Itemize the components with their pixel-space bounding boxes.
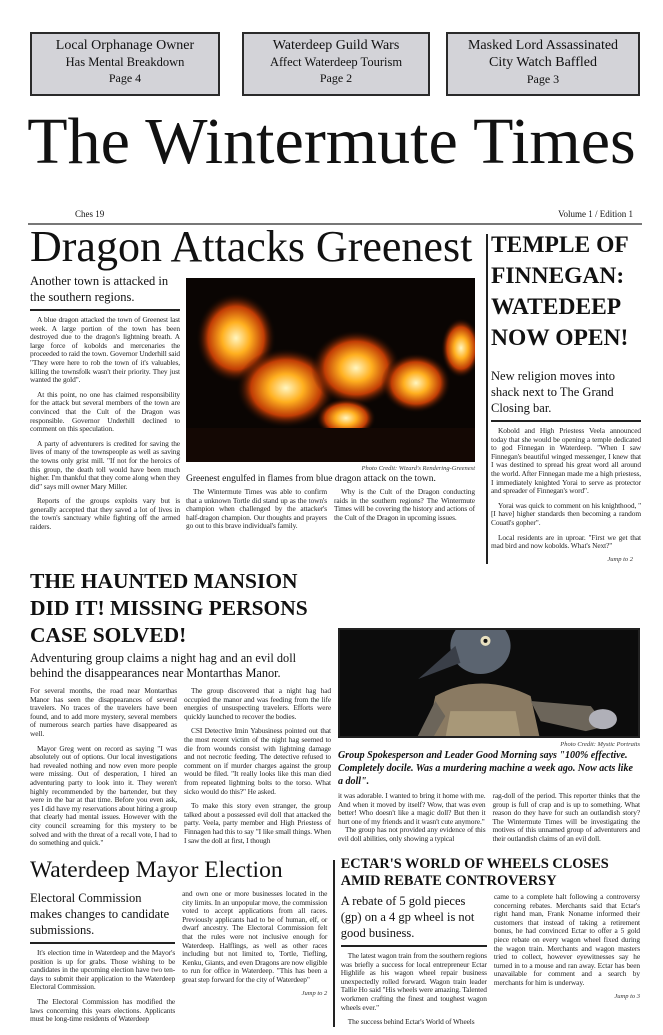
ectar-col2 <box>494 893 640 988</box>
headline-line: AMID REBATE CONTROVERSY <box>340 873 557 889</box>
masthead-title: The Wintermute Times <box>27 105 636 178</box>
dragon-col3 <box>334 488 475 531</box>
teaser-title: Local Orphanage Owner <box>55 38 195 53</box>
paragraph: The Electoral Commission has modified the laws concerning this years elections. Applicants must be long-time residents of Waterdeep <box>30 996 176 1024</box>
mansion-photo-credit: Photo Credit: Mystic Portraits <box>560 741 640 748</box>
issue-date: Ches 19 <box>75 209 105 219</box>
ectar-section <box>341 856 640 1027</box>
temple-headline <box>491 230 641 354</box>
paragraph: CSI Detective Imin Yabusiness pointed out that the most recent victim of the night hag seemed to die from wounds consist with lightning damage and not necrotic feeding. The detective refused to comment on if murder charges against the group would be filed. "It really looks like this man died from repeated lightning bolts to the torso. What sicko would do this?" He asked. <box>184 726 331 796</box>
headline-line: ECTAR'S WORLD OF WHEELS CLOSES <box>340 856 609 872</box>
election-col2 <box>182 890 327 985</box>
paragraph: Why is the Cult of the Dragon conducting raids in the southern regions? The Wintermute Times will be covering the history and actions of the Cult of the Dragon in upcoming issues. <box>334 487 475 522</box>
ectar-subhead: A rebate of 5 gold pieces (gp) on a 4 gp wheel is not good business. <box>341 893 487 947</box>
teaser-page: Page 4 <box>108 71 142 85</box>
teaser-subtitle: Has Mental Breakdown <box>65 55 185 69</box>
paragraph: Kobold and High Priestess Veela announced today that she would be opening a temple dedicated to god Finnegan in Waterdeep. "When I saw Finnegan's beautiful winged messenger, I knew that I was destined to spread his great word all around the world. After Finnegan made me a high priestess, I immediately knighted Yorai to serve as protector and spreader of Finnegan's word". <box>491 426 641 496</box>
mansion-col4 <box>493 792 641 844</box>
paragraph: Local residents are in uproar. "First we get that mad bird and now kobolds. What's Next?" <box>491 532 641 551</box>
ectar-headline <box>341 856 640 890</box>
dragon-headline: Dragon Attacks Greenest <box>30 222 473 271</box>
dragon-photo-column <box>186 278 475 531</box>
paragraph: Yorai was quick to comment on his knighthood, "[I have] higher standards then becoming a random Couatl's gopher". <box>491 500 641 527</box>
dragon-left-column <box>30 273 180 532</box>
temple-subhead: New religion moves into shack next to The Grand Closing bar. <box>491 368 641 422</box>
mansion-col2 <box>184 687 331 848</box>
dragon-col2 <box>186 488 327 531</box>
mansion-section <box>30 568 640 848</box>
paragraph: came to a complete halt following a controversy concerning rebates. Merchants said that Ectar's right hand man, Frank Noname informed their customers that instead of taking a retirement bonus, he had convinced Ectar to offer a 5 gold piece rebate on every wagon wheel fixed during the wagon train. Merchants and wagon masters tried to collect, however eyewitnesses say he turned in to a mouse and ran away. Ectar has been unavailable for comment and a search by merchants for him is underway. <box>493 892 640 987</box>
paragraph: Reports of the groups exploits vary but is generally accepted that they saved a lot of lives in the town's sanctuary while fighting off the armed raiders. <box>30 496 180 532</box>
headline-line: TEMPLE OF <box>491 232 629 258</box>
temple-body <box>491 427 641 551</box>
mansion-caption: Group Spokesperson and Leader Good Morning says "100% effective. Completely docile. Was a murdering machine a week ago. Now acts like a doll". <box>338 750 633 787</box>
dragon-col1 <box>30 316 180 532</box>
election-col1 <box>30 949 175 1024</box>
headline-line: FINNEGAN: <box>491 263 625 289</box>
dragon-photo-credit: Photo Credit: Wizard's Rendering-Greenest <box>361 465 475 472</box>
teaser-page: Page 3 <box>526 72 560 86</box>
headline-line: CASE SOLVED! <box>30 623 187 647</box>
paragraph: A party of adventurers is credited for saving the lives of many of the townspeople as well as saving the towns only grist mill. "If not for the heroics of this group, the death toll would have been much higher. I'm thankful that they come along when they did" says mill owner Mary Miller. <box>30 438 180 491</box>
mansion-col3 <box>338 792 486 844</box>
headline-line: THE HAUNTED MANSION <box>30 569 298 593</box>
election-subhead: Electoral Commission makes changes to candidate submissions. <box>30 890 175 944</box>
mansion-left <box>30 568 331 848</box>
ectar-jump-link[interactable]: Jump to 3 <box>614 992 640 1000</box>
paragraph: and own one or more businesses located in the city limits. In an unpopular move, the commission voted to accept applications from all races. Previously applicants had to be of human, elf, or dwarf ancestry. The Electoral Commission felt that the rules were not inclusive enough for Waterdeep. Halflings, as well as other races including but not limited to, Tortle, Tiefling, Kenku, Giants, and even Dragons are now eligible to run for office in Waterdeep. "This has been a great step forward for the city of Waterdeep" <box>182 889 328 984</box>
mansion-subhead: Adventuring group claims a night hag and an evil doll behind the disappearances near Montarthas Manor. <box>30 651 297 680</box>
paragraph: It's election time in Waterdeep and the Mayor's position is up for grabs. Those wishing to be candidates in the upcoming election have two ten-days to submit their application to the Waterdeep Electoral Commission. <box>30 948 176 992</box>
teaser-page: Page 2 <box>319 71 353 85</box>
paragraph: The latest wagon train from the southern regions was briefly a success for local entrepreneur Ectar Highlife as his wagon wheel repair business unexpectedly rolled forward. Wagon train leader Tallie Ho said "His wheels were amazing. Talented workmen crafting the finest and toughest wagon wheels ever." <box>340 951 487 1012</box>
issue-edition: Volume 1 / Edition 1 <box>558 209 633 219</box>
teaser-title: Masked Lord Assassinated <box>467 38 619 53</box>
dragon-subhead: Another town is attacked in the southern regions. <box>30 273 180 311</box>
mansion-right <box>338 568 640 848</box>
paragraph: The group discovered that a night hag had occupied the manor and was feeding from the life energies of unsuspecting travelers. Efforts were quickly launched to recover the bodies. <box>184 686 331 721</box>
paragraph: it was adorable. I wanted to bring it home with me. And when it moved by itself? Wow, that was even better! Who doesn't like a magic doll? But then it hurt one of my friends and it wasn't cute anymore." <box>338 791 486 826</box>
fire-photo <box>186 278 475 462</box>
teaser-subtitle: City Watch Baffled <box>488 55 597 70</box>
mansion-headline <box>30 568 331 649</box>
teaser-guild-wars[interactable] <box>242 32 430 96</box>
paragraph: The success behind Ectar's World of Wheels <box>347 1017 475 1027</box>
election-headline: Waterdeep Mayor Election <box>30 857 283 883</box>
teaser-title: Waterdeep Guild Wars <box>272 38 400 53</box>
paragraph: The group has not provided any evidence of this evil doll abilities, only showing a typical <box>338 825 486 843</box>
mansion-col1 <box>30 687 177 848</box>
dragon-caption: Greenest engulfed in flames from blue dragon attack on the town. <box>186 474 436 484</box>
election-jump-link[interactable]: Jump to 2 <box>301 989 328 997</box>
teaser-subtitle: Affect Waterdeep Tourism <box>269 55 403 69</box>
paragraph: Mayor Greg went on record as saying "I was absolutely out of options. Our local investigations had revealed nothing and now even more people were missing. Out of desperation, I hired an adventuring party to look into it. They weren't highly recommended by the bartender, but they were in the bar at that time. Before you even ask, yes I did have my reservations about hiring a group that clearly had mental issues. However with the city council screaming for this mystery to be solved and with the threat of a recall vote, I had to do something and quick." <box>30 743 177 848</box>
paragraph: To make this story even stranger, the group talked about a possessed evil doll that attacked the party. Veela, party member and High Priestess of Finnagen had this to say "I like small things. When I saw the doll at first, I though <box>184 801 331 845</box>
headline-line: WATEDEEP <box>491 294 622 320</box>
column-divider <box>333 860 334 1027</box>
teaser-orphanage[interactable] <box>30 32 220 96</box>
column-divider <box>486 234 488 564</box>
paragraph: For several months, the road near Montarthas Manor has seen the disappearances of several travelers. No traces of the travelers have been found, and to add more mystery, several members of numerous search parties have disappeared as well. <box>30 686 177 738</box>
paragraph: The Wintermute Times was able to confirm that a unknown Tortle did stand up as the town's champion when challenged by the attacker's half-dragon champion. Our thoughts and prayers go out to this brave individual's family. <box>186 487 327 531</box>
fire-image <box>186 278 475 462</box>
crow-illustration <box>340 630 638 736</box>
temple-column <box>491 230 641 564</box>
temple-jump-link[interactable]: Jump to 2 <box>607 555 633 563</box>
paragraph: rag-doll of the period. This reporter thinks that the group is full of crap and is up to something. What reason do they have for such an outlandish story? The Wintermute Times will be investigating the motives of this unnamed group of adventurers and their outlandish claims of an evil doll. <box>492 791 640 843</box>
paragraph: A blue dragon attacked the town of Greenest last week. A large portion of the town has been destroyed due to the dragon's lightning breath. A large force of kobolds and mercenaries the proceeded to raid the town. Governor Underhill said "They were here to rob the town of it's valuables, killing the townsfolk wasn't their priority. They just wanted the gold". <box>30 315 180 385</box>
headline-line: DID IT! MISSING PERSONS <box>30 596 308 620</box>
teaser-masked-lord[interactable] <box>446 32 640 96</box>
bottom-section <box>30 856 640 1027</box>
election-section <box>30 856 327 1027</box>
ectar-col1 <box>341 952 487 1027</box>
headline-line: NOW OPEN! <box>491 325 629 351</box>
paragraph: At this point, no one has claimed responsibility for the attack but several members of the town are convinced that the Cult of the Dragon was responsible. Governor Underhill declined to comment on this speculation. <box>30 389 180 434</box>
crow-portrait-photo <box>338 628 640 738</box>
